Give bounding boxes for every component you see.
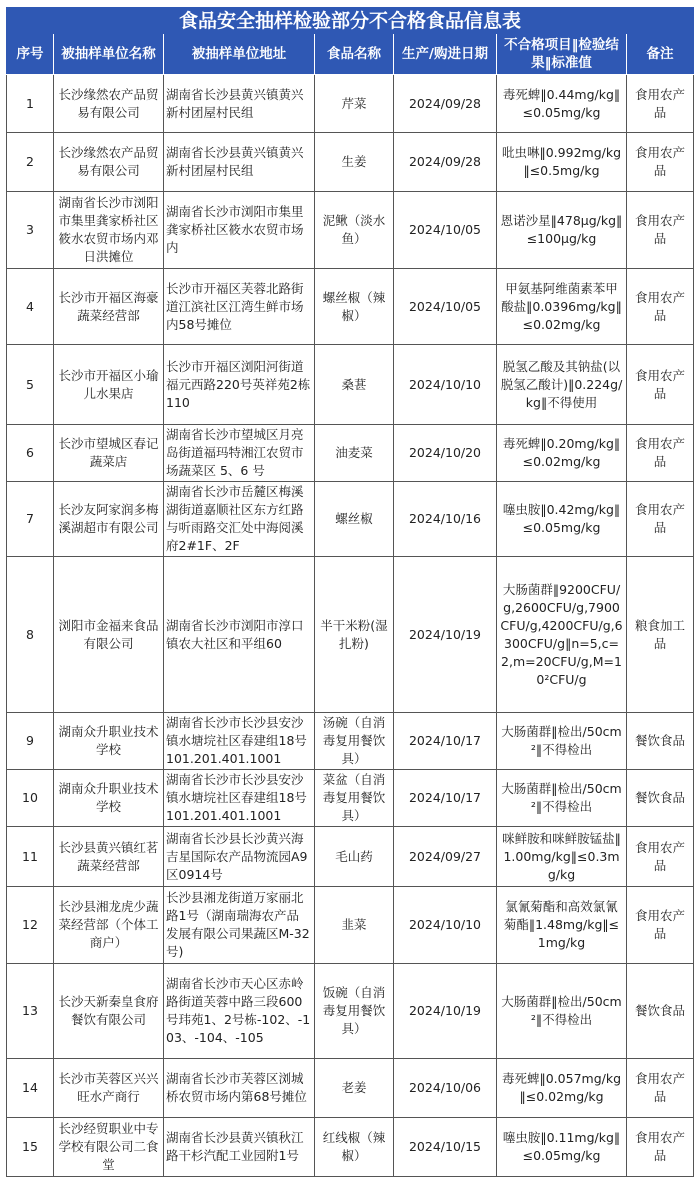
seq-cell: 11: [7, 827, 54, 887]
date-cell: 2024/10/10: [394, 345, 497, 425]
remark-cell: 餐饮食品: [627, 713, 694, 770]
date-cell: 2024/10/20: [394, 425, 497, 482]
remark-cell: 食用农产品: [627, 345, 694, 425]
food-name-cell: 生姜: [315, 133, 394, 192]
result-cell: 毒死蜱‖0.057mg/kg‖≤0.02mg/kg: [497, 1059, 627, 1118]
remark-cell: 餐饮食品: [627, 770, 694, 827]
food-name-cell: 桑葚: [315, 345, 394, 425]
date-cell: 2024/09/28: [394, 133, 497, 192]
unit-name-cell: 长沙县湘龙虎少蔬菜经营部（个体工商户）: [54, 887, 164, 964]
unit-name-cell: 长沙市开福区海豪蔬菜经营部: [54, 269, 164, 345]
food-name-cell: 菜盆（自消毒复用餐饮具）: [315, 770, 394, 827]
unit-address-cell: 长沙市开福区浏阳河街道福元西路220号英祥苑2栋110: [164, 345, 315, 425]
unit-address-cell: 湖南省长沙县黄兴镇秋江路干杉汽配工业园附1号: [164, 1118, 315, 1177]
unit-name-cell: 湖南省长沙市浏阳市集里龚家桥社区筱水农贸市场内邓日洪摊位: [54, 192, 164, 269]
date-cell: 2024/09/27: [394, 827, 497, 887]
date-cell: 2024/10/17: [394, 770, 497, 827]
header-row: [7, 34, 694, 75]
result-cell: 咪鲜胺和咪鲜胺锰盐‖1.00mg/kg‖≤0.3mg/kg: [497, 827, 627, 887]
table-row: [7, 887, 694, 964]
food-name-cell: 饭碗（自消毒复用餐饮具）: [315, 964, 394, 1059]
table-row: [7, 133, 694, 192]
seq-cell: 6: [7, 425, 54, 482]
unit-address-cell: 长沙县湘龙街道万家丽北路1号（湖南瑞海农产品发展有限公司果蔬区M-32号): [164, 887, 315, 964]
unit-name-cell: 湖南众升职业技术学校: [54, 770, 164, 827]
unit-name-cell: 长沙经贸职业中专学校有限公司二食堂: [54, 1118, 164, 1177]
date-cell: 2024/10/15: [394, 1118, 497, 1177]
table-row: [7, 192, 694, 269]
unit-address-cell: 湖南省长沙县长沙黄兴海吉星国际农产品物流园A9区0914号: [164, 827, 315, 887]
table-row: [7, 345, 694, 425]
date-cell: 2024/10/06: [394, 1059, 497, 1118]
table-row: [7, 1118, 694, 1177]
result-cell: 大肠菌群‖检出/50cm²‖不得检出: [497, 964, 627, 1059]
unit-address-cell: 湖南省长沙市长沙县安沙镇水塘垸社区春建组18号101.201.401.1001: [164, 770, 315, 827]
food-name-cell: 螺丝椒（辣椒）: [315, 269, 394, 345]
unit-name-cell: 长沙天新秦皇食府餐饮有限公司: [54, 964, 164, 1059]
header-column-remark: 备注: [627, 34, 694, 75]
unit-name-cell: 长沙友阿家润多梅溪湖超市有限公司: [54, 482, 164, 557]
table-row: [7, 770, 694, 827]
table-row: [7, 1059, 694, 1118]
unit-name-cell: 长沙缘然农产品贸易有限公司: [54, 75, 164, 133]
food-name-cell: 汤碗（自消毒复用餐饮具）: [315, 713, 394, 770]
table-row: [7, 269, 694, 345]
result-cell: 毒死蜱‖0.20mg/kg‖≤0.02mg/kg: [497, 425, 627, 482]
result-cell: 恩诺沙星‖478μg/kg‖≤100μg/kg: [497, 192, 627, 269]
food-name-cell: 老姜: [315, 1059, 394, 1118]
date-cell: 2024/09/28: [394, 75, 497, 133]
header-column-food-name: 食品名称: [315, 34, 394, 75]
seq-cell: 7: [7, 482, 54, 557]
seq-cell: 5: [7, 345, 54, 425]
date-cell: 2024/10/05: [394, 192, 497, 269]
food-name-cell: 油麦菜: [315, 425, 394, 482]
unit-address-cell: 湖南省长沙县黄兴镇黄兴新村团屋村民组: [164, 133, 315, 192]
table-row: [7, 75, 694, 133]
seq-cell: 14: [7, 1059, 54, 1118]
seq-cell: 15: [7, 1118, 54, 1177]
unit-name-cell: 长沙市望城区春记蔬菜店: [54, 425, 164, 482]
date-cell: 2024/10/19: [394, 964, 497, 1059]
seq-cell: 1: [7, 75, 54, 133]
result-cell: 吡虫啉‖0.992mg/kg‖≤0.5mg/kg: [497, 133, 627, 192]
remark-cell: 食用农产品: [627, 827, 694, 887]
result-cell: 噻虫胺‖0.42mg/kg‖≤0.05mg/kg: [497, 482, 627, 557]
seq-cell: 12: [7, 887, 54, 964]
date-cell: 2024/10/10: [394, 887, 497, 964]
food-name-cell: 韭菜: [315, 887, 394, 964]
date-cell: 2024/10/05: [394, 269, 497, 345]
seq-cell: 10: [7, 770, 54, 827]
unit-address-cell: 湖南省长沙市芙蓉区浏城桥农贸市场内第68号摊位: [164, 1059, 315, 1118]
header-column-unit-address: 被抽样单位地址: [164, 34, 315, 75]
food-name-cell: 泥鳅（淡水鱼）: [315, 192, 394, 269]
table-row: [7, 713, 694, 770]
unit-name-cell: 长沙市开福区小瑜儿水果店: [54, 345, 164, 425]
result-cell: 甲氨基阿维菌素苯甲酸盐‖0.0396mg/kg‖≤0.02mg/kg: [497, 269, 627, 345]
unit-address-cell: 湖南省长沙市望城区月亮岛街道福玛特湘江农贸市场蔬菜区 5、6 号: [164, 425, 315, 482]
unit-name-cell: 长沙市芙蓉区兴兴旺水产商行: [54, 1059, 164, 1118]
header-column-seq: 序号: [7, 34, 54, 75]
remark-cell: 食用农产品: [627, 1059, 694, 1118]
table-title: 食品安全抽样检验部分不合格食品信息表: [7, 8, 694, 34]
seq-cell: 4: [7, 269, 54, 345]
food-name-cell: 半干米粉(湿扎粉): [315, 557, 394, 713]
unit-address-cell: 湖南省长沙市浏阳市集里龚家桥社区筱水农贸市场内: [164, 192, 315, 269]
remark-cell: 食用农产品: [627, 1118, 694, 1177]
seq-cell: 13: [7, 964, 54, 1059]
food-name-cell: 螺丝椒: [315, 482, 394, 557]
table-row: [7, 557, 694, 713]
unqualified-food-table: [6, 7, 694, 1177]
unit-address-cell: 湖南省长沙县黄兴镇黄兴新村团屋村民组: [164, 75, 315, 133]
table-row: [7, 482, 694, 557]
result-cell: 毒死蜱‖0.44mg/kg‖≤0.05mg/kg: [497, 75, 627, 133]
remark-cell: 食用农产品: [627, 75, 694, 133]
food-name-cell: 毛山药: [315, 827, 394, 887]
unit-address-cell: 湖南省长沙市天心区赤岭路街道芙蓉中路三段600号玮苑1、2号栋-102、-103、-104、-105: [164, 964, 315, 1059]
remark-cell: 食用农产品: [627, 887, 694, 964]
table-row: [7, 964, 694, 1059]
unit-address-cell: 湖南省长沙市浏阳市淳口镇农大社区和平组60: [164, 557, 315, 713]
food-name-cell: 芹菜: [315, 75, 394, 133]
seq-cell: 3: [7, 192, 54, 269]
result-cell: 大肠菌群‖检出/50cm²‖不得检出: [497, 713, 627, 770]
seq-cell: 9: [7, 713, 54, 770]
result-cell: 噻虫胺‖0.11mg/kg‖≤0.05mg/kg: [497, 1118, 627, 1177]
unit-name-cell: 湖南众升职业技术学校: [54, 713, 164, 770]
unit-address-cell: 湖南省长沙市岳麓区梅溪湖街道嘉顺社区东方红路与听雨路交汇处中海阅溪府2#1F、2F: [164, 482, 315, 557]
unit-address-cell: 长沙市开福区芙蓉北路街道江滨社区江湾生鲜市场内58号摊位: [164, 269, 315, 345]
remark-cell: 食用农产品: [627, 482, 694, 557]
unit-name-cell: 长沙缘然农产品贸易有限公司: [54, 133, 164, 192]
remark-cell: 餐饮食品: [627, 964, 694, 1059]
unit-name-cell: 长沙县黄兴镇红茗蔬菜经营部: [54, 827, 164, 887]
remark-cell: 食用农产品: [627, 269, 694, 345]
remark-cell: 食用农产品: [627, 133, 694, 192]
unit-address-cell: 湖南省长沙市长沙县安沙镇水塘垸社区春建组18号101.201.401.1001: [164, 713, 315, 770]
result-cell: 脱氢乙酸及其钠盐(以脱氢乙酸计)‖0.224g/kg‖不得使用: [497, 345, 627, 425]
header-column-unit-name: 被抽样单位名称: [54, 34, 164, 75]
seq-cell: 8: [7, 557, 54, 713]
remark-cell: 食用农产品: [627, 425, 694, 482]
remark-cell: 粮食加工品: [627, 557, 694, 713]
table-row: [7, 827, 694, 887]
date-cell: 2024/10/17: [394, 713, 497, 770]
result-cell: 大肠菌群‖9200CFU/g,2600CFU/g,7900CFU/g,4200CFU/g,6300CFU/g‖n=5,c=2,m=20CFU/g,M=10²CFU/g: [497, 557, 627, 713]
unit-name-cell: 浏阳市金福来食品有限公司: [54, 557, 164, 713]
header-column-result: 不合格项目‖检验结果‖标准值: [497, 34, 627, 75]
header-column-date: 生产/购进日期: [394, 34, 497, 75]
table-row: [7, 425, 694, 482]
result-cell: 氯氰菊酯和高效氯氰菊酯‖1.48mg/kg‖≤1mg/kg: [497, 887, 627, 964]
date-cell: 2024/10/19: [394, 557, 497, 713]
food-name-cell: 红线椒（辣椒）: [315, 1118, 394, 1177]
remark-cell: 食用农产品: [627, 192, 694, 269]
result-cell: 大肠菌群‖检出/50cm²‖不得检出: [497, 770, 627, 827]
seq-cell: 2: [7, 133, 54, 192]
date-cell: 2024/10/16: [394, 482, 497, 557]
